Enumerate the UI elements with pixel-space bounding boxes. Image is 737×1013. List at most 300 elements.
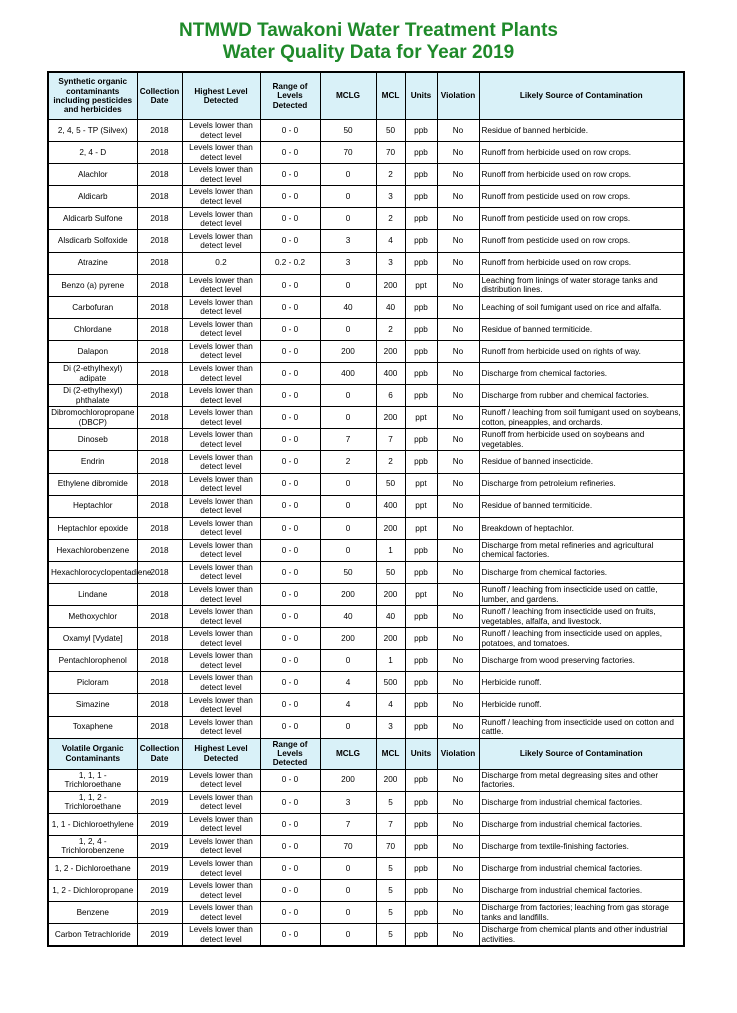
cell-range-of-levels: 0 - 0 xyxy=(260,694,320,716)
cell-mclg: 0 xyxy=(320,495,376,517)
cell-units: ppb xyxy=(405,628,437,650)
cell-highest-level: Levels lower than detect level xyxy=(182,186,260,208)
cell-likely-source: Runoff / leaching from soil fumigant used on soybeans, cotton, pineapples, and orchards. xyxy=(479,407,684,429)
cell-violation: No xyxy=(437,650,479,672)
cell-mclg: 0 xyxy=(320,274,376,296)
cell-contaminant: Dinoseb xyxy=(48,429,137,451)
cell-range-of-levels: 0 - 0 xyxy=(260,429,320,451)
cell-highest-level: Levels lower than detect level xyxy=(182,517,260,539)
cell-contaminant: Heptachlor epoxide xyxy=(48,517,137,539)
cell-mcl: 1 xyxy=(376,539,405,561)
cell-range-of-levels: 0 - 0 xyxy=(260,208,320,230)
cell-violation: No xyxy=(437,208,479,230)
cell-collection-date: 2019 xyxy=(137,813,182,835)
cell-contaminant: Di (2-ethylhexyl) phthalate xyxy=(48,385,137,407)
cell-units: ppb xyxy=(405,230,437,252)
cell-collection-date: 2018 xyxy=(137,385,182,407)
cell-collection-date: 2018 xyxy=(137,164,182,186)
cell-collection-date: 2018 xyxy=(137,495,182,517)
cell-collection-date: 2019 xyxy=(137,858,182,880)
cell-violation: No xyxy=(437,473,479,495)
cell-likely-source: Runoff / leaching from insecticide used on fruits, vegetables, alfalfa, and livestock. xyxy=(479,606,684,628)
table-row xyxy=(48,495,684,517)
table-row xyxy=(48,791,684,813)
cell-violation: No xyxy=(437,495,479,517)
cell-range-of-levels: 0 - 0 xyxy=(260,672,320,694)
cell-collection-date: 2019 xyxy=(137,835,182,857)
cell-range-of-levels: 0 - 0 xyxy=(260,517,320,539)
cell-highest-level: Levels lower than detect level xyxy=(182,495,260,517)
cell-violation: No xyxy=(437,318,479,340)
cell-highest-level: Levels lower than detect level xyxy=(182,606,260,628)
cell-range-of-levels: 0 - 0 xyxy=(260,495,320,517)
cell-violation: No xyxy=(437,429,479,451)
cell-range-of-levels: 0 - 0 xyxy=(260,407,320,429)
cell-mcl: 500 xyxy=(376,672,405,694)
cell-mcl: 5 xyxy=(376,924,405,947)
cell-likely-source: Discharge from chemical plants and other industrial activities. xyxy=(479,924,684,947)
cell-highest-level: Levels lower than detect level xyxy=(182,296,260,318)
cell-highest-level: Levels lower than detect level xyxy=(182,473,260,495)
cell-collection-date: 2018 xyxy=(137,208,182,230)
cell-contaminant: Dalapon xyxy=(48,340,137,362)
cell-mcl: 200 xyxy=(376,517,405,539)
cell-contaminant: Di (2-ethylhexyl) adipate xyxy=(48,363,137,385)
cell-violation: No xyxy=(437,672,479,694)
header-likely-source: Likely Source of Contamination xyxy=(479,72,684,120)
cell-units: ppt xyxy=(405,583,437,605)
cell-contaminant: 1, 1 - Dichloroethylene xyxy=(48,813,137,835)
cell-units: ppb xyxy=(405,902,437,924)
cell-likely-source: Discharge from industrial chemical factories. xyxy=(479,858,684,880)
cell-units: ppb xyxy=(405,142,437,164)
header-highest-level: Highest Level Detected xyxy=(182,72,260,120)
cell-range-of-levels: 0 - 0 xyxy=(260,318,320,340)
cell-violation: No xyxy=(437,694,479,716)
cell-collection-date: 2018 xyxy=(137,628,182,650)
header-collection-date: Collection Date xyxy=(137,738,182,769)
cell-mcl: 40 xyxy=(376,606,405,628)
table-row xyxy=(48,451,684,473)
cell-mclg: 0 xyxy=(320,473,376,495)
cell-mcl: 200 xyxy=(376,628,405,650)
cell-range-of-levels: 0 - 0 xyxy=(260,769,320,791)
cell-collection-date: 2018 xyxy=(137,318,182,340)
cell-units: ppb xyxy=(405,296,437,318)
table-row xyxy=(48,164,684,186)
cell-mcl: 70 xyxy=(376,835,405,857)
table-row xyxy=(48,252,684,274)
cell-range-of-levels: 0 - 0 xyxy=(260,230,320,252)
cell-mclg: 200 xyxy=(320,340,376,362)
cell-contaminant: Carbon Tetrachloride xyxy=(48,924,137,947)
cell-violation: No xyxy=(437,186,479,208)
cell-collection-date: 2018 xyxy=(137,583,182,605)
cell-contaminant: Heptachlor xyxy=(48,495,137,517)
cell-mclg: 0 xyxy=(320,208,376,230)
cell-units: ppb xyxy=(405,672,437,694)
cell-highest-level: Levels lower than detect level xyxy=(182,583,260,605)
table-row xyxy=(48,858,684,880)
cell-units: ppb xyxy=(405,340,437,362)
cell-collection-date: 2018 xyxy=(137,694,182,716)
cell-range-of-levels: 0 - 0 xyxy=(260,164,320,186)
table-row xyxy=(48,813,684,835)
cell-highest-level: Levels lower than detect level xyxy=(182,208,260,230)
cell-contaminant: Alachlor xyxy=(48,164,137,186)
cell-mcl: 5 xyxy=(376,791,405,813)
cell-likely-source: Discharge from industrial chemical factories. xyxy=(479,813,684,835)
cell-units: ppb xyxy=(405,880,437,902)
cell-units: ppb xyxy=(405,858,437,880)
cell-collection-date: 2018 xyxy=(137,363,182,385)
cell-highest-level: Levels lower than detect level xyxy=(182,230,260,252)
cell-likely-source: Runoff from pesticide used on row crops. xyxy=(479,230,684,252)
cell-contaminant: Oxamyl [Vydate] xyxy=(48,628,137,650)
cell-contaminant: 1, 2 - Dichloropropane xyxy=(48,880,137,902)
table-row xyxy=(48,606,684,628)
cell-units: ppb xyxy=(405,650,437,672)
cell-contaminant: 2, 4, 5 - TP (Silvex) xyxy=(48,120,137,142)
cell-likely-source: Breakdown of heptachlor. xyxy=(479,517,684,539)
cell-violation: No xyxy=(437,813,479,835)
water-quality-table xyxy=(47,71,685,947)
cell-likely-source: Discharge from rubber and chemical factories. xyxy=(479,385,684,407)
header-mclg: MCLG xyxy=(320,738,376,769)
cell-range-of-levels: 0 - 0 xyxy=(260,628,320,650)
cell-mclg: 0 xyxy=(320,880,376,902)
cell-contaminant: Benzene xyxy=(48,902,137,924)
cell-violation: No xyxy=(437,296,479,318)
page-title xyxy=(0,20,737,64)
cell-mclg: 7 xyxy=(320,429,376,451)
cell-mcl: 7 xyxy=(376,813,405,835)
cell-range-of-levels: 0 - 0 xyxy=(260,902,320,924)
cell-highest-level: Levels lower than detect level xyxy=(182,340,260,362)
cell-mclg: 0 xyxy=(320,902,376,924)
cell-contaminant: 1, 2, 4 - Trichlorobenzene xyxy=(48,835,137,857)
cell-likely-source: Discharge from chemical factories. xyxy=(479,363,684,385)
cell-likely-source: Runoff from herbicide used on row crops. xyxy=(479,252,684,274)
cell-collection-date: 2018 xyxy=(137,473,182,495)
cell-highest-level: 0.2 xyxy=(182,252,260,274)
cell-mclg: 0 xyxy=(320,164,376,186)
cell-mclg: 400 xyxy=(320,363,376,385)
cell-units: ppb xyxy=(405,208,437,230)
header-units: Units xyxy=(405,72,437,120)
cell-range-of-levels: 0 - 0 xyxy=(260,791,320,813)
cell-violation: No xyxy=(437,924,479,947)
table-row xyxy=(48,363,684,385)
cell-mcl: 6 xyxy=(376,385,405,407)
cell-violation: No xyxy=(437,407,479,429)
cell-mcl: 200 xyxy=(376,274,405,296)
cell-mclg: 0 xyxy=(320,716,376,738)
cell-highest-level: Levels lower than detect level xyxy=(182,274,260,296)
cell-mclg: 3 xyxy=(320,230,376,252)
cell-contaminant: Atrazine xyxy=(48,252,137,274)
header-contaminant: Volatile Organic Contaminants xyxy=(48,738,137,769)
cell-likely-source: Runoff from pesticide used on row crops. xyxy=(479,208,684,230)
cell-mclg: 0 xyxy=(320,186,376,208)
cell-mcl: 200 xyxy=(376,769,405,791)
cell-highest-level: Levels lower than detect level xyxy=(182,363,260,385)
cell-range-of-levels: 0 - 0 xyxy=(260,296,320,318)
cell-mclg: 50 xyxy=(320,561,376,583)
cell-units: ppt xyxy=(405,495,437,517)
header-mclg: MCLG xyxy=(320,72,376,120)
cell-mclg: 200 xyxy=(320,769,376,791)
cell-collection-date: 2018 xyxy=(137,716,182,738)
cell-collection-date: 2018 xyxy=(137,561,182,583)
table-row xyxy=(48,716,684,738)
cell-violation: No xyxy=(437,252,479,274)
table-row xyxy=(48,880,684,902)
cell-units: ppb xyxy=(405,318,437,340)
cell-mcl: 2 xyxy=(376,208,405,230)
title-line-2: Water Quality Data for Year 2019 xyxy=(222,42,515,63)
cell-mclg: 70 xyxy=(320,142,376,164)
cell-units: ppb xyxy=(405,694,437,716)
cell-units: ppt xyxy=(405,517,437,539)
cell-likely-source: Runoff from herbicide used on row crops. xyxy=(479,164,684,186)
cell-likely-source: Runoff / leaching from insecticide used on apples, potatoes, and tomatoes. xyxy=(479,628,684,650)
cell-violation: No xyxy=(437,385,479,407)
cell-likely-source: Herbicide runoff. xyxy=(479,694,684,716)
cell-violation: No xyxy=(437,120,479,142)
cell-highest-level: Levels lower than detect level xyxy=(182,628,260,650)
header-contaminant: Synthetic organic contaminants including pesticides and herbicides xyxy=(48,72,137,120)
table-row xyxy=(48,583,684,605)
cell-range-of-levels: 0 - 0 xyxy=(260,650,320,672)
cell-highest-level: Levels lower than detect level xyxy=(182,672,260,694)
table-row xyxy=(48,539,684,561)
table-row xyxy=(48,274,684,296)
cell-contaminant: Benzo (a) pyrene xyxy=(48,274,137,296)
cell-highest-level: Levels lower than detect level xyxy=(182,561,260,583)
cell-units: ppb xyxy=(405,769,437,791)
cell-violation: No xyxy=(437,164,479,186)
cell-likely-source: Discharge from metal refineries and agricultural chemical factories. xyxy=(479,539,684,561)
cell-units: ppt xyxy=(405,407,437,429)
cell-highest-level: Levels lower than detect level xyxy=(182,716,260,738)
cell-likely-source: Discharge from wood preserving factories. xyxy=(479,650,684,672)
cell-collection-date: 2018 xyxy=(137,451,182,473)
header-mcl: MCL xyxy=(376,72,405,120)
header-collection-date: Collection Date xyxy=(137,72,182,120)
cell-mclg: 50 xyxy=(320,120,376,142)
cell-mclg: 7 xyxy=(320,813,376,835)
cell-contaminant: Alsdicarb Solfoxide xyxy=(48,230,137,252)
cell-mclg: 0 xyxy=(320,517,376,539)
cell-contaminant: Aldicarb xyxy=(48,186,137,208)
cell-collection-date: 2018 xyxy=(137,230,182,252)
cell-mcl: 3 xyxy=(376,716,405,738)
table-row xyxy=(48,835,684,857)
cell-likely-source: Runoff from herbicide used on soybeans and vegetables. xyxy=(479,429,684,451)
cell-mclg: 0 xyxy=(320,539,376,561)
cell-highest-level: Levels lower than detect level xyxy=(182,924,260,947)
cell-highest-level: Levels lower than detect level xyxy=(182,791,260,813)
cell-mcl: 400 xyxy=(376,363,405,385)
cell-contaminant: Lindane xyxy=(48,583,137,605)
table-row xyxy=(48,340,684,362)
cell-highest-level: Levels lower than detect level xyxy=(182,858,260,880)
cell-highest-level: Levels lower than detect level xyxy=(182,902,260,924)
cell-contaminant: Chlordane xyxy=(48,318,137,340)
table-row xyxy=(48,407,684,429)
cell-likely-source: Discharge from chemical factories. xyxy=(479,561,684,583)
section-header-row xyxy=(48,738,684,769)
header-range-of-levels: Range of Levels Detected xyxy=(260,72,320,120)
cell-likely-source: Residue of banned termiticide. xyxy=(479,495,684,517)
cell-mclg: 200 xyxy=(320,628,376,650)
cell-mcl: 2 xyxy=(376,451,405,473)
table-row xyxy=(48,628,684,650)
cell-likely-source: Runoff / leaching from insecticide used on cotton and cattle. xyxy=(479,716,684,738)
cell-units: ppb xyxy=(405,539,437,561)
header-units: Units xyxy=(405,738,437,769)
table-row xyxy=(48,142,684,164)
cell-highest-level: Levels lower than detect level xyxy=(182,835,260,857)
cell-highest-level: Levels lower than detect level xyxy=(182,429,260,451)
cell-likely-source: Discharge from industrial chemical factories. xyxy=(479,791,684,813)
cell-mclg: 3 xyxy=(320,252,376,274)
header-violation: Violation xyxy=(437,738,479,769)
cell-likely-source: Runoff / leaching from insecticide used on cattle, lumber, and gardens. xyxy=(479,583,684,605)
cell-mcl: 50 xyxy=(376,120,405,142)
cell-collection-date: 2018 xyxy=(137,274,182,296)
cell-violation: No xyxy=(437,583,479,605)
cell-range-of-levels: 0 - 0 xyxy=(260,539,320,561)
table-row xyxy=(48,473,684,495)
title-line-1: NTMWD Tawakoni Water Treatment Plants xyxy=(179,20,558,41)
cell-range-of-levels: 0 - 0 xyxy=(260,120,320,142)
table-row xyxy=(48,186,684,208)
cell-mclg: 40 xyxy=(320,606,376,628)
cell-highest-level: Levels lower than detect level xyxy=(182,318,260,340)
cell-units: ppb xyxy=(405,451,437,473)
cell-highest-level: Levels lower than detect level xyxy=(182,451,260,473)
cell-contaminant: Simazine xyxy=(48,694,137,716)
cell-likely-source: Discharge from factories; leaching from gas storage tanks and landfills. xyxy=(479,902,684,924)
cell-collection-date: 2018 xyxy=(137,429,182,451)
cell-mcl: 4 xyxy=(376,230,405,252)
cell-mcl: 200 xyxy=(376,340,405,362)
cell-likely-source: Discharge from metal degreasing sites and other factories. xyxy=(479,769,684,791)
table-row xyxy=(48,694,684,716)
cell-units: ppb xyxy=(405,835,437,857)
cell-highest-level: Levels lower than detect level xyxy=(182,407,260,429)
cell-units: ppb xyxy=(405,164,437,186)
cell-units: ppb xyxy=(405,252,437,274)
cell-units: ppb xyxy=(405,429,437,451)
cell-highest-level: Levels lower than detect level xyxy=(182,164,260,186)
cell-collection-date: 2018 xyxy=(137,340,182,362)
table-row xyxy=(48,650,684,672)
cell-units: ppb xyxy=(405,716,437,738)
table-row xyxy=(48,385,684,407)
cell-contaminant: Endrin xyxy=(48,451,137,473)
cell-collection-date: 2018 xyxy=(137,650,182,672)
cell-highest-level: Levels lower than detect level xyxy=(182,650,260,672)
cell-highest-level: Levels lower than detect level xyxy=(182,385,260,407)
cell-units: ppb xyxy=(405,561,437,583)
cell-collection-date: 2018 xyxy=(137,517,182,539)
cell-likely-source: Leaching of soil fumigant used on rice and alfalfa. xyxy=(479,296,684,318)
cell-units: ppb xyxy=(405,813,437,835)
cell-likely-source: Discharge from textile-finishing factories. xyxy=(479,835,684,857)
cell-mclg: 4 xyxy=(320,672,376,694)
cell-violation: No xyxy=(437,858,479,880)
cell-mcl: 5 xyxy=(376,902,405,924)
cell-mclg: 0 xyxy=(320,385,376,407)
cell-contaminant: Hexachlorocyclopentadiene xyxy=(48,561,137,583)
cell-contaminant: Picloram xyxy=(48,672,137,694)
cell-violation: No xyxy=(437,561,479,583)
cell-mcl: 2 xyxy=(376,318,405,340)
cell-range-of-levels: 0 - 0 xyxy=(260,561,320,583)
header-likely-source: Likely Source of Contamination xyxy=(479,738,684,769)
cell-contaminant: Methoxychlor xyxy=(48,606,137,628)
cell-mclg: 3 xyxy=(320,791,376,813)
cell-collection-date: 2018 xyxy=(137,296,182,318)
table-row xyxy=(48,208,684,230)
cell-range-of-levels: 0 - 0 xyxy=(260,142,320,164)
cell-mclg: 40 xyxy=(320,296,376,318)
cell-collection-date: 2018 xyxy=(137,672,182,694)
cell-mcl: 200 xyxy=(376,583,405,605)
cell-collection-date: 2018 xyxy=(137,407,182,429)
cell-range-of-levels: 0 - 0 xyxy=(260,835,320,857)
cell-mcl: 5 xyxy=(376,858,405,880)
cell-collection-date: 2018 xyxy=(137,252,182,274)
table-row xyxy=(48,902,684,924)
cell-likely-source: Discharge from petroleium refineries. xyxy=(479,473,684,495)
cell-contaminant: Dibromochloropropane (DBCP) xyxy=(48,407,137,429)
cell-violation: No xyxy=(437,628,479,650)
cell-violation: No xyxy=(437,517,479,539)
cell-contaminant: 2, 4 - D xyxy=(48,142,137,164)
cell-units: ppt xyxy=(405,473,437,495)
section-header-row xyxy=(48,72,684,120)
cell-highest-level: Levels lower than detect level xyxy=(182,120,260,142)
table-row xyxy=(48,120,684,142)
cell-contaminant: Toxaphene xyxy=(48,716,137,738)
cell-units: ppt xyxy=(405,274,437,296)
cell-highest-level: Levels lower than detect level xyxy=(182,539,260,561)
cell-collection-date: 2018 xyxy=(137,142,182,164)
cell-likely-source: Leaching from linings of water storage tanks and distribution lines. xyxy=(479,274,684,296)
cell-violation: No xyxy=(437,451,479,473)
cell-range-of-levels: 0 - 0 xyxy=(260,606,320,628)
cell-range-of-levels: 0 - 0 xyxy=(260,451,320,473)
table-row xyxy=(48,672,684,694)
cell-highest-level: Levels lower than detect level xyxy=(182,694,260,716)
cell-highest-level: Levels lower than detect level xyxy=(182,813,260,835)
cell-range-of-levels: 0 - 0 xyxy=(260,880,320,902)
cell-mclg: 0 xyxy=(320,858,376,880)
cell-violation: No xyxy=(437,230,479,252)
cell-range-of-levels: 0 - 0 xyxy=(260,583,320,605)
cell-likely-source: Herbicide runoff. xyxy=(479,672,684,694)
cell-collection-date: 2019 xyxy=(137,791,182,813)
cell-violation: No xyxy=(437,791,479,813)
cell-violation: No xyxy=(437,880,479,902)
cell-range-of-levels: 0 - 0 xyxy=(260,858,320,880)
cell-mclg: 200 xyxy=(320,583,376,605)
cell-units: ppb xyxy=(405,385,437,407)
